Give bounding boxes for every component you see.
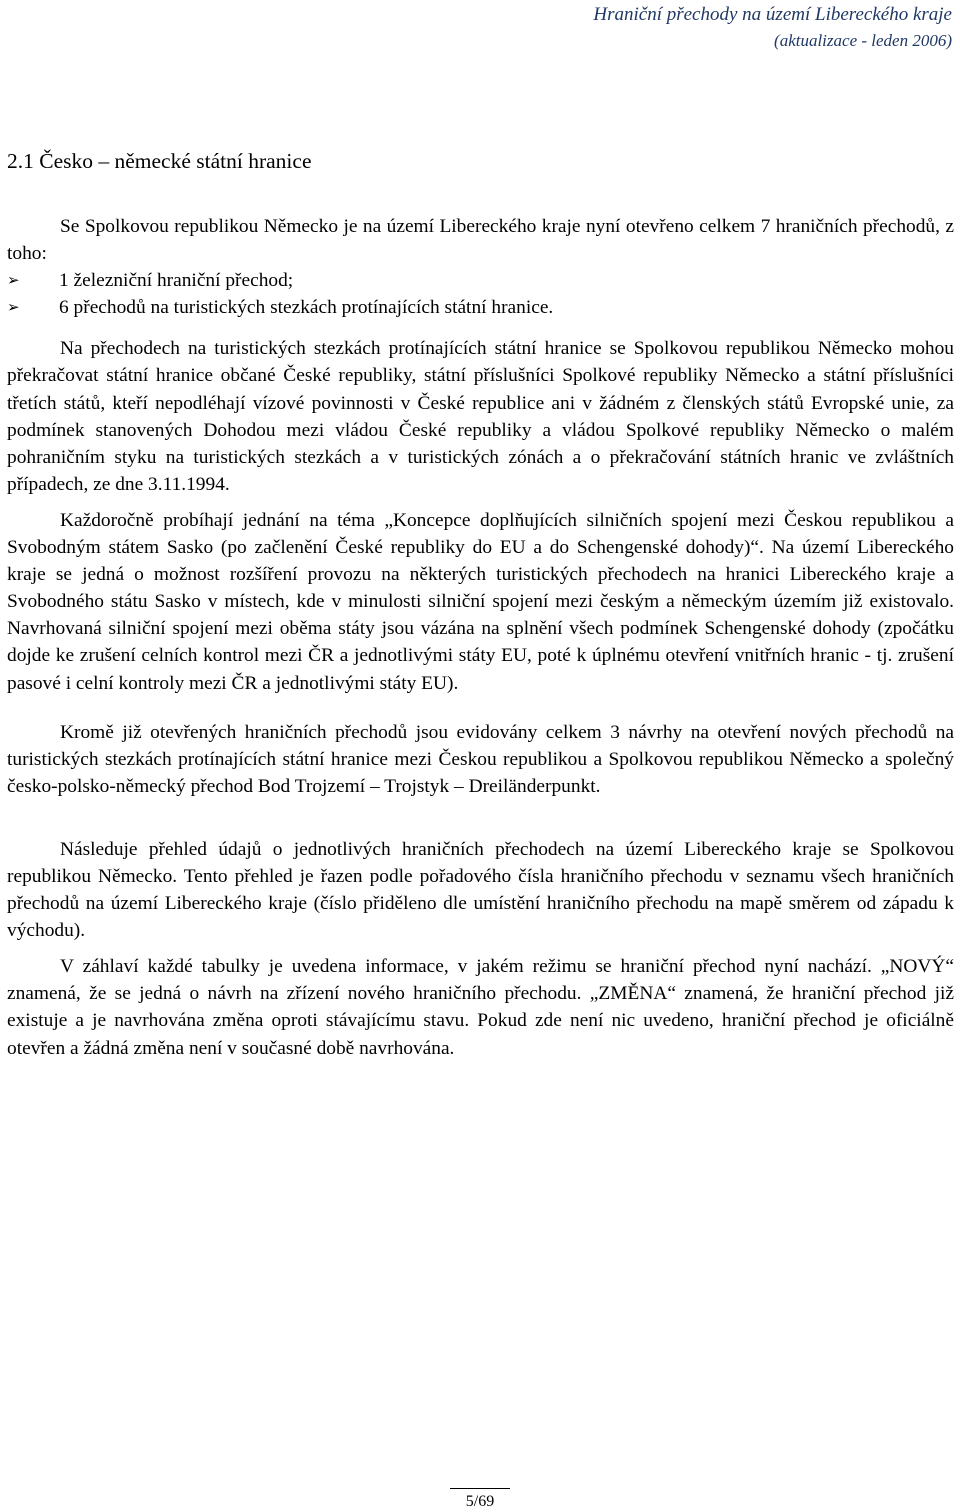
list-item (7, 267, 954, 294)
footer-divider (450, 1488, 510, 1489)
section-heading: 2.1 Česko – německé státní hranice (7, 149, 312, 173)
header-subtitle: (aktualizace - leden 2006) (774, 31, 952, 50)
paragraph-table-header-info: V záhlaví každé tabulky je uvedena informace, v jakém režimu se hraniční přechod nyní nachází. „NOVÝ“ znamená, že se jedná o návrh na zřízení nového hraničního přechodu. „ZMĚNA“ znamená, že hraniční přechod již existuje a je navrhována změna oproti stávajícímu stavu. Pokud zde není nic uvedeno, hraniční přechod je oficiálně otevřen a žádná změna není v současné době navrhována. (7, 956, 954, 1059)
intro-paragraph: Se Spolkovou republikou Německo je na území Libereckého kraje nyní otevřeno celkem 7 hraničních přechodů, z toho: (7, 216, 954, 265)
document-body (7, 143, 954, 1062)
page-number-text: 5/69 (465, 1493, 495, 1510)
list-item-text: 1 železniční hraniční přechod; (59, 270, 294, 292)
crossing-list (7, 267, 954, 321)
paragraph-tourist-crossings: Na přechodech na turistických stezkách protínajících státní hranice se Spolkovou republikou Německo mohou překračovat státní hranice občané České republiky, státní příslušníci Spolkové republiky Německo a státní příslušníci třetích států, kteří nepodléhají vízové povinnosti v České republice ani v žádném z členských států Evropské unie, za podmínek stanovených Dohodou mezi vládou České republiky a vládou Spolkové republiky Německo o malém pohraničním styku na turistických stezkách a v turistických zónách a o překračování státních hranic ve zvláštních případech, ze dne 3.11.1994. (7, 338, 954, 495)
header-title: Hraniční přechody na území Libereckého kraje (593, 4, 952, 25)
page-number (0, 1492, 960, 1511)
paragraph-overview: Následuje přehled údajů o jednotlivých hraničních přechodech na území Libereckého kraje se Spolkovou republikou Německo. Tento přehled je řazen podle pořadového čísla hraničního přechodu v seznamu všech hraničních přechodů na území Libereckého kraje (číslo přiděleno dle umístění hraničního přechodu na mapě směrem od západu k východu). (7, 838, 954, 942)
paragraph-road-connections: Každoročně probíhají jednání na téma „Koncepce doplňujících silničních spojení mezi Českou republikou a Svobodným státem Sasko (po začlenění České republiky do EU a do Schengenské dohody)“. Na území Libereckého kraje se jedná o možnost rozšíření provozu na některých turistických přechodech na hranici Libereckého kraje a Svobodného státu Sasko v místech, kde v minulosti silniční spojení mezi českým a německým územím již existovalo. Navrhovaná silniční spojení mezi oběma státy jsou vázána na splnění všech podmínek Schengenské dohody (zpočátku dojde ke zrušení celních kontrol mezi ČR a jednotlivými státy EU, poté k úplnému otevření vnitřních hranic - tj. zrušení pasové i celní kontroly mezi ČR a jednotlivými státy EU). (7, 509, 954, 694)
arrowhead-bullet-icon: ➢ (7, 298, 20, 317)
page-header (593, 2, 952, 54)
list-item (7, 294, 954, 321)
paragraph-proposals: Kromě již otevřených hraničních přechodů jsou evidovány celkem 3 návrhy na otevření nových přechodů na turistických stezkách protínajících státní hranice mezi Českou republikou a Spolkovou republikou Německo a společný česko-polsko-německý přechod Bod Trojzemí – Trojstyk – Dreiländerpunkt. (7, 721, 954, 797)
arrowhead-bullet-icon: ➢ (7, 271, 20, 290)
list-item-text: 6 přechodů na turistických stezkách protínajících státní hranice. (59, 297, 554, 319)
